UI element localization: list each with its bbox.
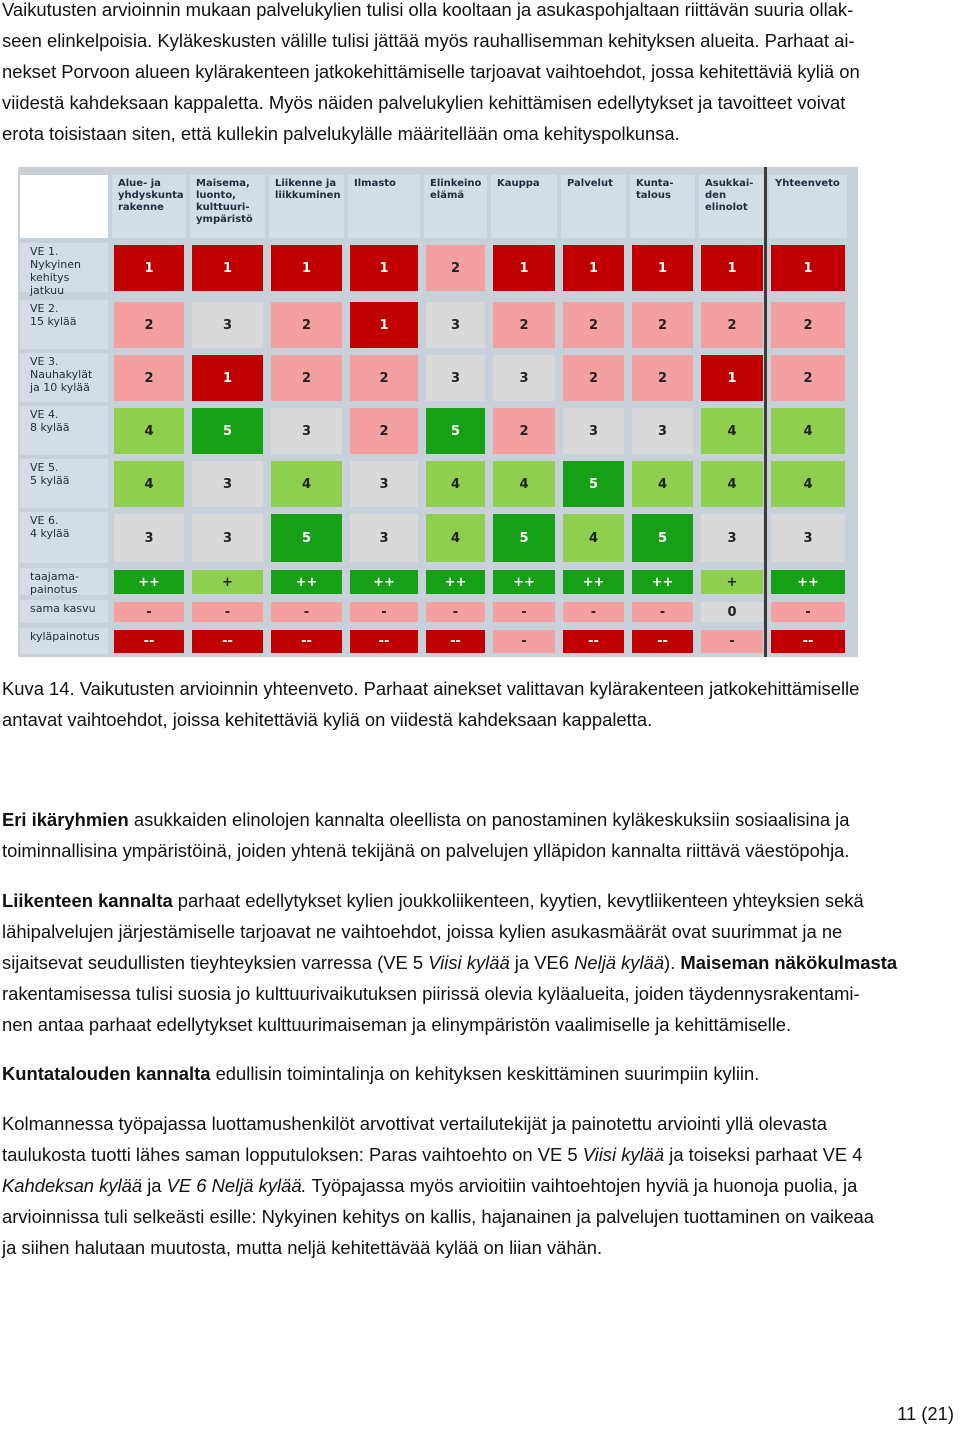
score-cell: 4 (771, 408, 845, 454)
score-cell: 2 (771, 302, 845, 348)
weight-cell: -- (114, 630, 184, 653)
text: ja (142, 1175, 167, 1196)
column-header: Maisema, luonto, kulttuuri- ympäristö (190, 175, 265, 238)
row-label: VE 2. 15 kylää (20, 300, 108, 349)
score-cell: 1 (192, 245, 263, 291)
score-cell: 4 (701, 461, 763, 507)
column-header: Palvelut (561, 175, 626, 238)
weight-row-label: kyläpainotus (20, 628, 108, 654)
row-label: VE 3. Nauhakylät ja 10 kylää (20, 353, 108, 402)
column-header: Yhteenveto (769, 175, 847, 238)
caption-line: Kuva 14. Vaikutusten arvioinnin yhteenveto. Parhaat ainekset valittavan kylärakenteen jatkokehittämiselle (2, 678, 860, 699)
weight-cell: -- (192, 630, 263, 653)
weight-cell: -- (350, 630, 418, 653)
weight-cell: + (701, 570, 763, 594)
score-cell: 4 (632, 461, 693, 507)
paragraph-age-groups (2, 804, 958, 866)
score-cell: 2 (493, 302, 555, 348)
paragraph-traffic (2, 885, 958, 1040)
text: sijaitsevat seudullisten tieyhteyksien varressa (VE 5 (2, 952, 429, 973)
text: arvioinnissa tuli selkeästi esille: Nykyinen kehitys on kallis, hajanainen ja palvelujen tuottaminen on vaikeaa (2, 1206, 875, 1227)
score-cell: 3 (192, 302, 263, 348)
weight-cell: - (493, 602, 555, 622)
score-cell: 1 (271, 245, 342, 291)
score-cell: 4 (271, 461, 342, 507)
score-cell: 4 (493, 461, 555, 507)
score-cell: 4 (114, 461, 184, 507)
score-cell: 2 (493, 408, 555, 454)
text: parhaat edellytykset kylien joukkoliikenteen, kyytien, kevytliikenteen yhteyksien sekä (172, 890, 864, 911)
italic-text: Viisi kylää (428, 952, 510, 973)
weight-cell: -- (271, 630, 342, 653)
score-cell: 1 (771, 245, 845, 291)
column-header: Kauppa (491, 175, 557, 238)
score-cell: 5 (426, 408, 485, 454)
column-header: Alue- ja yhdyskunta rakenne (112, 175, 186, 238)
score-cell: 5 (271, 514, 342, 562)
row-label: VE 6. 4 kylää (20, 512, 108, 563)
weight-cell: - (114, 602, 184, 622)
score-cell: 4 (426, 461, 485, 507)
weight-cell: -- (426, 630, 485, 653)
summary-divider (764, 167, 767, 657)
score-cell: 2 (701, 302, 763, 348)
score-cell: 2 (114, 355, 184, 401)
score-cell: 3 (350, 514, 418, 562)
column-header: Ilmasto (348, 175, 420, 238)
weight-cell: 0 (701, 602, 763, 622)
figure-caption (2, 673, 958, 735)
intro-paragraph (2, 0, 958, 149)
text: nen antaa parhaat edellytykset kulttuurimaiseman ja elinympäristön vaalimiselle ja kehittämiselle. (2, 1014, 792, 1035)
score-cell: 5 (563, 461, 624, 507)
score-cell: 5 (632, 514, 693, 562)
weight-cell: ++ (771, 570, 845, 594)
weight-cell: -- (563, 630, 624, 653)
score-cell: 1 (114, 245, 184, 291)
bold-term: Kuntatalouden kannalta (2, 1063, 211, 1084)
paragraph-municipal-economy (2, 1058, 958, 1089)
text: taulukosta tuotti lähes saman lopputuloksen: Paras vaihtoehto on VE 5 (2, 1144, 583, 1165)
text: ja toiseksi parhaat VE 4 (664, 1144, 863, 1165)
weight-cell: ++ (632, 570, 693, 594)
score-cell: 1 (350, 245, 418, 291)
text: Työpajassa myös arvioitiin vaihtoehtojen hyviä ja huonoja puolia, ja (306, 1175, 858, 1196)
score-cell: 5 (493, 514, 555, 562)
column-header: Asukkai- den elinolot (699, 175, 765, 238)
column-header: Kunta- talous (630, 175, 695, 238)
weight-cell: - (271, 602, 342, 622)
score-cell: 3 (426, 302, 485, 348)
score-cell: 2 (350, 408, 418, 454)
score-cell: 3 (192, 461, 263, 507)
score-cell: 3 (271, 408, 342, 454)
intro-line: viidestä kahdeksaan kappaletta. Myös näiden palvelukylien kehittämisen edellytykset ja tavoitteet voivat (2, 92, 846, 113)
weight-cell: + (192, 570, 263, 594)
bold-term: Maiseman näkökulmasta (680, 952, 898, 973)
italic-text: VE 6 Neljä kylää. (166, 1175, 307, 1196)
score-cell: 3 (493, 355, 555, 401)
score-cell: 4 (771, 461, 845, 507)
weight-cell: - (350, 602, 418, 622)
weight-cell: - (771, 602, 845, 622)
text: Kolmannessa työpajassa luottamushenkilöt arvottivat vertailutekijät ja painotettu arviointi yllä olevasta (2, 1113, 827, 1134)
weight-cell: - (192, 602, 263, 622)
column-header: Elinkeino elämä (424, 175, 487, 238)
weight-cell: - (493, 630, 555, 653)
weight-row-label: sama kasvu (20, 600, 108, 623)
italic-text: Neljä kylää (574, 952, 665, 973)
paragraph-workshop (2, 1108, 958, 1263)
weight-cell: ++ (493, 570, 555, 594)
score-cell: 2 (632, 355, 693, 401)
weight-cell: - (426, 602, 485, 622)
score-cell: 5 (192, 408, 263, 454)
score-cell: 4 (114, 408, 184, 454)
text: rakentamisessa tulisi suosia jo kulttuurivaikutuksen piirissä olevia kyläalueita, joiden täydennysrakentami- (2, 983, 860, 1004)
weight-cell: -- (632, 630, 693, 653)
score-cell: 4 (426, 514, 485, 562)
score-cell: 2 (563, 355, 624, 401)
italic-text: Viisi kylää (582, 1144, 665, 1165)
score-cell: 3 (701, 514, 763, 562)
score-cell: 2 (271, 302, 342, 348)
score-cell: 4 (701, 408, 763, 454)
row-label: VE 4. 8 kylää (20, 406, 108, 455)
weight-cell: ++ (350, 570, 418, 594)
score-cell: 1 (192, 355, 263, 401)
caption-line: antavat vaihtoehdot, joissa kehitettäviä kyliä on viidestä kahdeksaan kappaletta. (2, 709, 653, 730)
intro-line: Vaikutusten arvioinnin mukaan palvelukylien tulisi olla kooltaan ja asukaspohjaltaan riittävän suuria ollak- (2, 0, 854, 20)
weight-cell: - (701, 630, 763, 653)
assessment-summary-table (18, 167, 858, 657)
score-cell: 3 (192, 514, 263, 562)
score-cell: 2 (563, 302, 624, 348)
weight-cell: ++ (114, 570, 184, 594)
column-header: Liikenne ja liikkuminen (269, 175, 344, 238)
score-cell: 3 (114, 514, 184, 562)
score-cell: 2 (350, 355, 418, 401)
score-cell: 2 (632, 302, 693, 348)
score-cell: 1 (701, 355, 763, 401)
score-cell: 2 (426, 245, 485, 291)
bold-term: Eri ikäryhmien (2, 809, 129, 830)
table-corner (20, 175, 108, 238)
text: toiminnallisina ympäristöinä, joiden yhtenä tekijänä on palvelujen ylläpidon kannalta riittävä väestöpohja. (2, 840, 850, 861)
text: edullisin toimintalinja on kehityksen keskittäminen suurimpiin kyliin. (210, 1063, 760, 1084)
weight-cell: - (563, 602, 624, 622)
row-label: VE 5. 5 kylää (20, 459, 108, 508)
score-cell: 3 (771, 514, 845, 562)
score-cell: 1 (493, 245, 555, 291)
weight-cell: ++ (563, 570, 624, 594)
weight-cell: ++ (271, 570, 342, 594)
intro-line: nekset Porvoon alueen kylärakenteen jatkokehittämiselle tarjoavat vaihtoehdot, jossa kehitettäviä kyliä on (2, 61, 860, 82)
score-cell: 2 (771, 355, 845, 401)
weight-row-label: taajama- painotus (20, 568, 108, 595)
weight-cell: -- (771, 630, 845, 653)
text: ja siihen halutaan muutosta, mutta neljä kehitettävää kylää on liian vähän. (2, 1237, 603, 1258)
score-cell: 1 (632, 245, 693, 291)
page-number: 11 (21) (897, 1403, 954, 1424)
text: ). (664, 952, 681, 973)
score-cell: 2 (114, 302, 184, 348)
italic-text: Kahdeksan kylää (2, 1175, 143, 1196)
text: asukkaiden elinolojen kannalta oleellista on panostaminen kyläkeskuksiin sosiaalisina ja (128, 809, 850, 830)
score-cell: 3 (632, 408, 693, 454)
score-cell: 1 (563, 245, 624, 291)
bold-term: Liikenteen kannalta (2, 890, 173, 911)
score-cell: 3 (563, 408, 624, 454)
text: ja VE6 (509, 952, 575, 973)
score-cell: 1 (701, 245, 763, 291)
score-cell: 3 (426, 355, 485, 401)
score-cell: 3 (350, 461, 418, 507)
row-label: VE 1. Nykyinen kehitys jatkuu (20, 243, 108, 292)
intro-line: erota toisistaan siten, että kullekin palvelukylälle määritellään oma kehityspolkunsa. (2, 123, 680, 144)
intro-line: seen elinkelpoisia. Kyläkeskusten välille tulisi jättää myös rauhallisemman kehityksen alueita. Parhaat ai- (2, 30, 855, 51)
weight-cell: - (632, 602, 693, 622)
score-cell: 4 (563, 514, 624, 562)
score-cell: 2 (271, 355, 342, 401)
text: lähipalvelujen järjestämiselle tarjoavat ne vaihtoehdot, joissa kylien asukasmäärät ovat suurimmat ja ne (2, 921, 843, 942)
score-cell: 1 (350, 302, 418, 348)
weight-cell: ++ (426, 570, 485, 594)
